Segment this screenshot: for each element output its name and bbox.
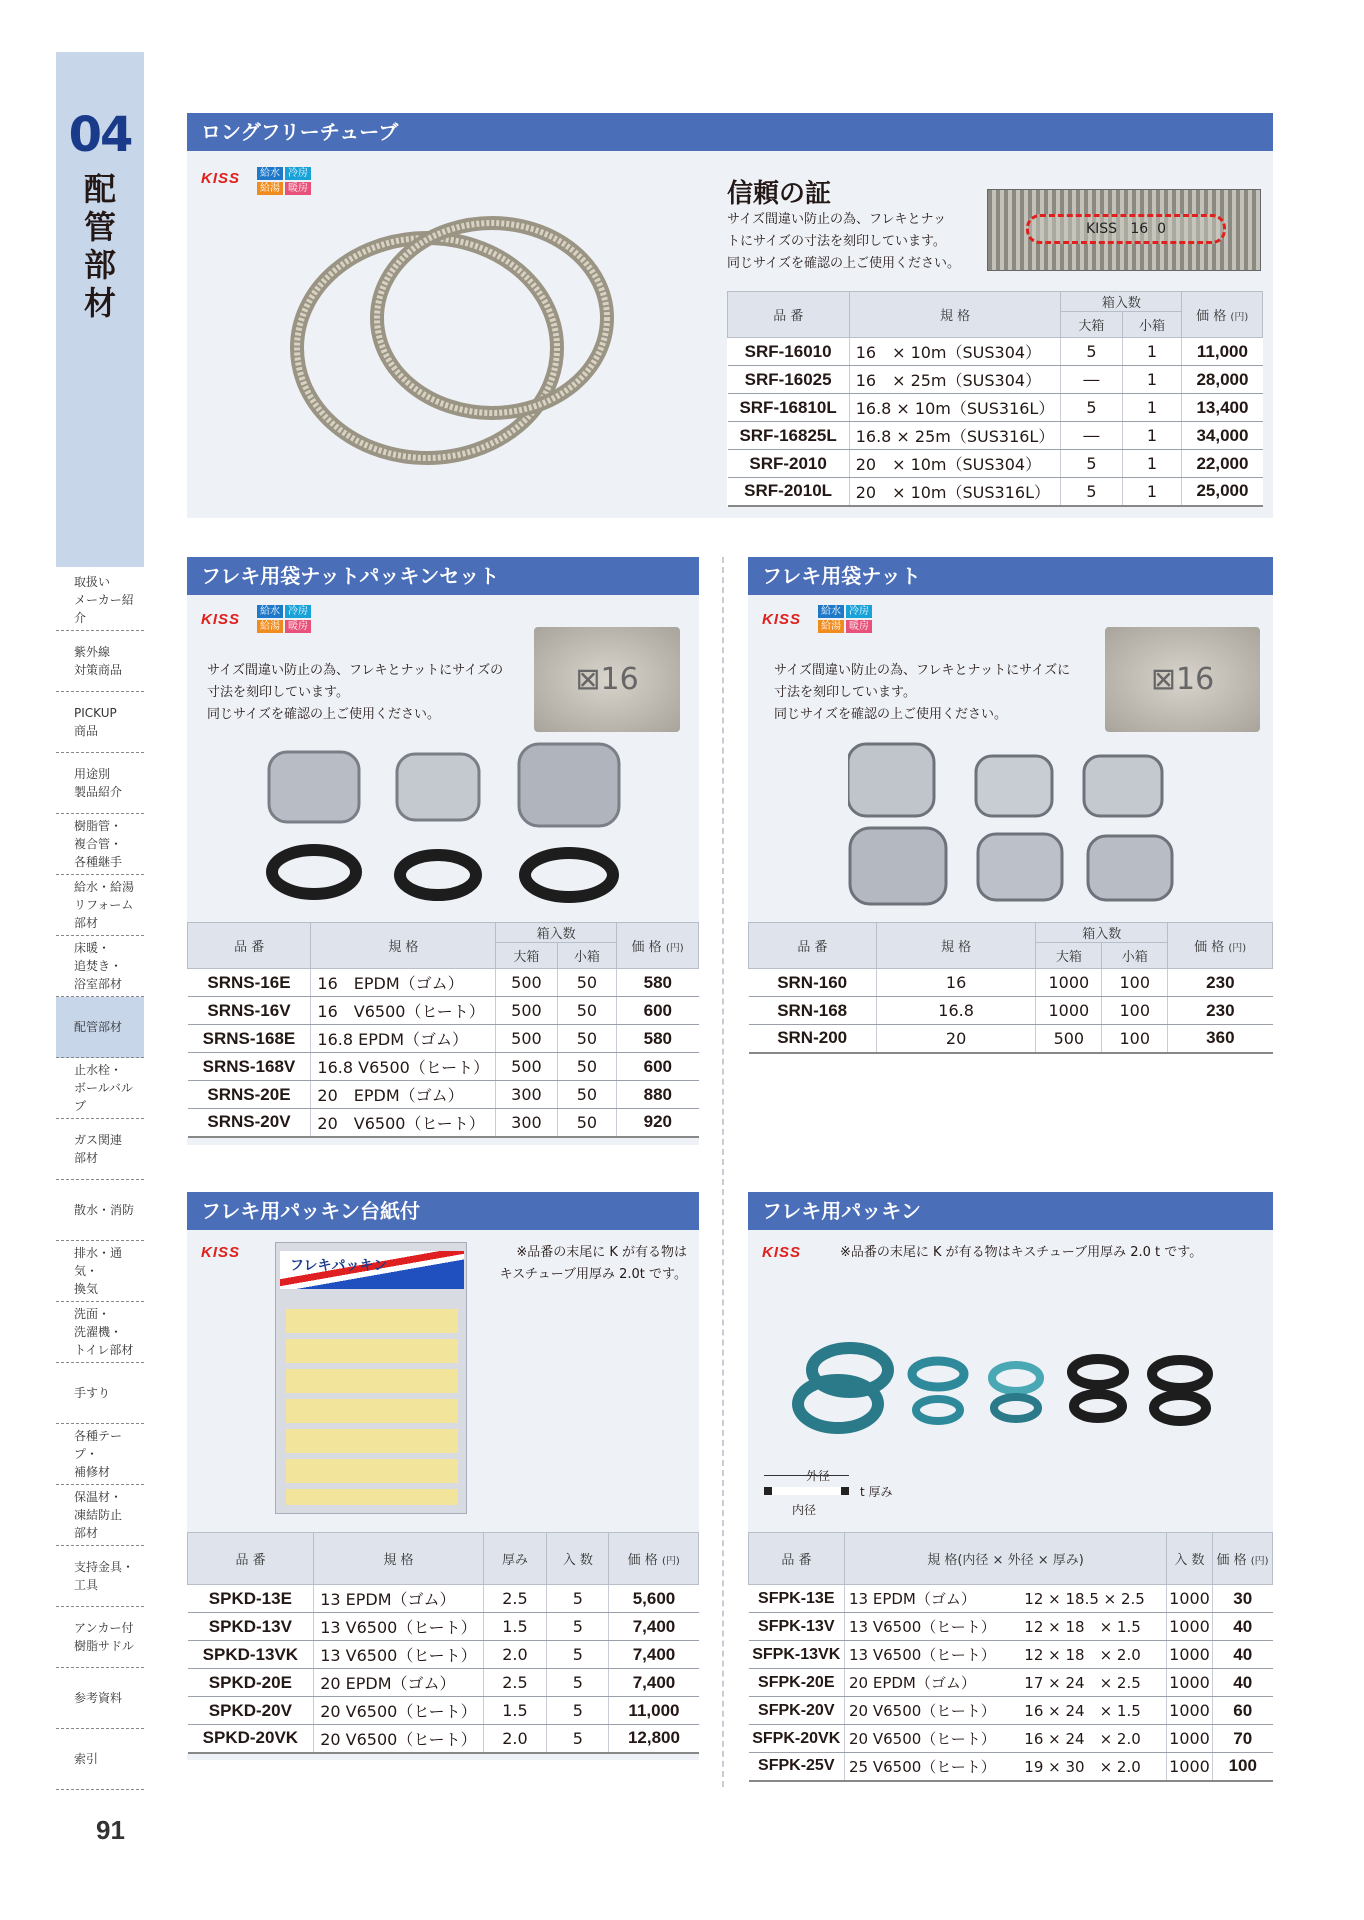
thickness: 2.0 [483,1725,547,1753]
small-box-qty: 1 [1122,366,1182,394]
dimensions: 12 × 18 × 1.5 [1020,1613,1166,1641]
product-code: SPKD-13E [188,1585,314,1613]
product-spec: 20 × 10m（SUS316L） [849,478,1061,506]
table-row [749,1641,1273,1669]
large-box-qty: 500 [496,1053,558,1081]
thickness: 2.5 [483,1585,547,1613]
note [487,1242,687,1286]
quantity: 5 [547,1613,609,1641]
product-code: SPKD-20VK [188,1725,314,1753]
product-code: SFPK-20VK [749,1725,845,1753]
description-line: 同じサイズを確認の上ご使用ください。 [774,707,1007,722]
thickness: 2.5 [483,1669,547,1697]
large-box-qty: 500 [496,1025,558,1053]
large-box-qty: 300 [496,1081,558,1109]
large-box-qty: ― [1061,422,1122,450]
section-title: ロングフリーチューブ [187,113,1273,151]
product-code: SRNS-16V [188,997,311,1025]
table-row [188,1053,699,1081]
description [207,660,503,726]
description-line: サイズ間違い防止の為、フレキとナットにサイズに [774,663,1071,678]
price: 7,400 [609,1613,699,1641]
price: 11,000 [609,1697,699,1725]
small-box-qty: 100 [1102,969,1168,997]
dimensions: 12 × 18.5 × 2.5 [1020,1585,1166,1613]
table-row [188,1669,699,1697]
section-flex-nut [748,557,1273,1048]
table-row [749,1585,1273,1613]
product-spec: 16 × 10m（SUS304） [849,338,1061,366]
page-number: 91 [96,1815,125,1845]
description-line: サイズ間違い防止の為、フレキとナットにサイズの [207,663,504,678]
large-box-qty: 1000 [1036,969,1102,997]
proof-line: サイズ間違い防止の為、フレキとナッ [727,212,947,227]
col-price: 価 格 (円) [617,923,699,969]
thickness: 1.5 [483,1613,547,1641]
col-code: 品 番 [188,923,311,969]
price: 40 [1213,1669,1273,1697]
sidebar-item[interactable]: 止水栓・ ボールバルブ [56,1058,144,1119]
small-box-qty: 50 [557,997,616,1025]
table-row [188,969,699,997]
table-row [188,1025,699,1053]
outer-dim-line [764,1475,849,1476]
price: 920 [617,1109,699,1137]
dimensions: 17 × 24 × 2.5 [1020,1669,1166,1697]
sidebar-item[interactable]: 排水・通気・ 換気 [56,1241,144,1302]
packing-card-photo [275,1242,467,1514]
quantity: 5 [547,1641,609,1669]
product-spec: 20 V6500（ヒート） [311,1109,496,1137]
spec-table [187,922,699,1138]
product-spec: 20 EPDM（ゴム） [311,1081,496,1109]
badge-reibo: 冷房 [846,605,872,618]
col-large: 大箱 [496,943,558,969]
badge-kyuto: 給湯 [818,620,844,633]
product-spec: 13 V6500（ヒート） [314,1613,483,1641]
product-code: SRNS-168V [188,1053,311,1081]
col-thick: 厚み [483,1533,547,1585]
large-box-qty: 500 [1036,1025,1102,1053]
packings-photo [788,1322,1228,1442]
price: 60 [1213,1697,1273,1725]
small-box-qty: 50 [557,1053,616,1081]
product-spec: 16.8 × 25m（SUS316L） [849,422,1061,450]
product-code: SRN-168 [749,997,877,1025]
table-row [188,1725,699,1753]
sidebar-item[interactable]: 保温材・ 凍結防止 部材 [56,1485,144,1546]
thickness-label: t 厚み [860,1485,893,1499]
table-row [728,478,1263,506]
price: 13,400 [1182,394,1263,422]
proof-line: トにサイズの寸法を刻印しています。 [727,234,946,249]
col-spec: 規 格 [311,923,496,969]
col-small: 小箱 [557,943,616,969]
table-row [728,366,1263,394]
product-code: SFPK-13E [749,1585,845,1613]
quantity: 1000 [1167,1697,1213,1725]
section-title: フレキ用パッキン台紙付 [187,1192,699,1230]
table-row [749,969,1273,997]
table-row [749,1697,1273,1725]
large-box-qty: 5 [1061,338,1122,366]
product-code: SRF-16025 [728,366,850,394]
sidebar-nav [56,570,144,1790]
spec-table [187,1532,699,1754]
description-line: 同じサイズを確認の上ご使用ください。 [207,707,440,722]
product-code: SRF-16010 [728,338,850,366]
price: 360 [1168,1025,1273,1053]
large-box-qty: 5 [1061,450,1122,478]
quantity: 5 [547,1725,609,1753]
sidebar-item[interactable]: 手すり [56,1363,144,1424]
section-title: フレキ用パッキン [748,1192,1273,1230]
quantity: 1000 [1167,1641,1213,1669]
col-large: 大箱 [1036,943,1102,969]
price: 100 [1213,1753,1273,1781]
stamp-closeup-photo [987,189,1261,271]
sidebar-item[interactable]: 紫外線 対策商品 [56,631,144,692]
small-box-qty: 100 [1102,997,1168,1025]
table-row [728,338,1263,366]
brand-logo: KISS [201,1244,241,1261]
table-row [188,1697,699,1725]
large-box-qty: 500 [496,969,558,997]
quantity: 1000 [1167,1613,1213,1641]
col-box: 箱入数 [496,923,617,943]
table-row [749,1753,1273,1781]
quantity: 1000 [1167,1669,1213,1697]
price: 25,000 [1182,478,1263,506]
nuts-and-packings-photo [257,742,677,912]
product-code: SPKD-20V [188,1697,314,1725]
price: 230 [1168,997,1273,1025]
sidebar-item[interactable]: 洗面・ 洗濯機・ トイレ部材 [56,1302,144,1363]
proof-title: 信頼の証 [727,179,832,209]
price: 34,000 [1182,422,1263,450]
col-code: 品 番 [749,1533,845,1585]
sidebar-item[interactable]: 樹脂管・ 複合管・ 各種継手 [56,814,144,875]
outer-dia-label: 外径 [806,1469,831,1483]
col-price: 価 格 (円) [1182,292,1263,338]
table-row [188,1585,699,1613]
small-box-qty: 1 [1122,422,1182,450]
coiled-tube-photo [277,188,617,478]
col-box: 箱入数 [1061,292,1182,312]
table-row [188,1613,699,1641]
column-divider [722,557,724,1787]
large-box-qty: 5 [1061,394,1122,422]
table-row [749,997,1273,1025]
brand-logo: KISS [201,611,241,628]
sidebar-item[interactable]: 配管部材 [56,997,144,1058]
product-spec: 16.8 V6500（ヒート） [311,1053,496,1081]
product-code: SRF-16825L [728,422,850,450]
sidebar-item[interactable]: ガス関連 部材 [56,1119,144,1180]
section-title: フレキ用袋ナットパッキンセット [187,557,699,595]
product-spec: 16.8 × 10m（SUS316L） [849,394,1061,422]
price: 40 [1213,1613,1273,1641]
badge-kyuto: 給湯 [257,620,283,633]
section-nut-packing-set [187,557,699,1145]
badge-kyusui: 給水 [257,605,283,618]
product-code: SPKD-13VK [188,1641,314,1669]
sidebar-item[interactable]: 索引 [56,1729,144,1790]
badge-kyuto: 給湯 [257,182,283,195]
card-packings [286,1309,458,1505]
product-spec: 13 V6500（ヒート） [845,1613,1021,1641]
sidebar-item[interactable]: 取扱い メーカー紹介 [56,570,144,631]
product-code: SRF-2010 [728,450,850,478]
chapter-number: 04 [68,107,132,163]
large-box-qty: 300 [496,1109,558,1137]
product-code: SRF-2010L [728,478,850,506]
badge-reibo: 冷房 [285,167,311,180]
product-spec: 20 V6500（ヒート） [314,1697,483,1725]
sidebar-item[interactable]: 各種テープ・ 補修材 [56,1424,144,1485]
small-box-qty: 50 [557,1081,616,1109]
table-row [749,1725,1273,1753]
nut-stamp-photo: ⊠16 [534,627,680,732]
packing-section [764,1487,849,1495]
product-spec: 16 × 25m（SUS304） [849,366,1061,394]
badge-kyusui: 給水 [818,605,844,618]
usage-badges [257,605,311,633]
sidebar-item[interactable]: 用途別 製品紹介 [56,753,144,814]
section-flex-packing [748,1192,1273,1782]
small-box-qty: 50 [557,969,616,997]
price: 580 [617,969,699,997]
badge-danbo: 暖房 [846,620,872,633]
dimensions: 16 × 24 × 2.0 [1020,1725,1166,1753]
chapter-tab [56,52,144,567]
small-box-qty: 1 [1122,394,1182,422]
badge-reibo: 冷房 [285,605,311,618]
product-spec: 16.8 [876,997,1036,1025]
price: 12,800 [609,1725,699,1753]
product-spec: 16.8 EPDM（ゴム） [311,1025,496,1053]
small-box-qty: 1 [1122,338,1182,366]
product-spec: 16 [876,969,1036,997]
col-code: 品 番 [749,923,877,969]
product-spec: 13 V6500（ヒート） [845,1641,1021,1669]
proof-line: 同じサイズを確認の上ご使用ください。 [727,256,960,271]
col-qty: 入 数 [1167,1533,1213,1585]
usage-badges [818,605,872,633]
large-box-qty: 5 [1061,478,1122,506]
col-small: 小箱 [1102,943,1168,969]
note: ※品番の末尾に K が有る物はキスチューブ用厚み 2.0 t です。 [840,1245,1203,1260]
product-code: SFPK-13VK [749,1641,845,1669]
price: 600 [617,997,699,1025]
table-row [188,997,699,1025]
col-box: 箱入数 [1036,923,1168,943]
price: 7,400 [609,1641,699,1669]
product-spec: 20 [876,1025,1036,1053]
section-long-free-tube [187,113,1273,518]
sidebar-item[interactable]: アンカー付 樹脂サドル [56,1607,144,1668]
brand-logo: KISS [201,170,241,187]
product-code: SFPK-20E [749,1669,845,1697]
product-spec: 20 V6500（ヒート） [845,1697,1021,1725]
product-code: SRF-16810L [728,394,850,422]
product-spec: 25 V6500（ヒート） [845,1753,1021,1781]
quantity: 1000 [1167,1725,1213,1753]
product-code: SRN-160 [749,969,877,997]
card-label: フレキパッキン [280,1251,464,1289]
dimensions: 19 × 30 × 2.0 [1020,1753,1166,1781]
price: 22,000 [1182,450,1263,478]
col-price: 価 格 (円) [1168,923,1273,969]
dimension-diagram [764,1467,914,1517]
price: 5,600 [609,1585,699,1613]
quantity: 5 [547,1585,609,1613]
small-box-qty: 1 [1122,478,1182,506]
nut-stamp-photo: ⊠16 [1105,627,1260,732]
col-spec: 規 格 [314,1533,483,1585]
dimensions: 12 × 18 × 2.0 [1020,1641,1166,1669]
description-line: 寸法を刻印しています。 [774,685,916,700]
table-row [749,1669,1273,1697]
spec-table [727,291,1263,507]
chapter-title: 配管部材 [83,170,116,322]
large-box-qty: 1000 [1036,997,1102,1025]
large-box-qty: ― [1061,366,1122,394]
col-price: 価 格 (円) [1213,1533,1273,1585]
large-box-qty: 500 [496,997,558,1025]
quantity: 1000 [1167,1585,1213,1613]
nuts-photo [848,742,1188,912]
product-code: SRNS-16E [188,969,311,997]
proof-text [727,209,960,275]
price: 40 [1213,1641,1273,1669]
table-row [749,1025,1273,1053]
product-code: SFPK-13V [749,1613,845,1641]
sidebar-item[interactable]: 支持金具・ 工具 [56,1546,144,1607]
table-row [188,1081,699,1109]
quantity: 1000 [1167,1753,1213,1781]
note-line: ※品番の末尾に K が有る物は [516,1245,687,1260]
table-row [188,1641,699,1669]
spec-table [748,922,1273,1054]
col-large: 大箱 [1061,312,1122,338]
product-code: SRNS-20V [188,1109,311,1137]
badge-danbo: 暖房 [285,182,311,195]
product-spec: 16 V6500（ヒート） [311,997,496,1025]
col-qty: 入 数 [547,1533,609,1585]
dimensions: 16 × 24 × 1.5 [1020,1697,1166,1725]
product-code: SRN-200 [749,1025,877,1053]
price: 7,400 [609,1669,699,1697]
product-spec: 20 EPDM（ゴム） [845,1669,1021,1697]
product-spec: 20 V6500（ヒート） [314,1725,483,1753]
sidebar-item[interactable]: 参考資料 [56,1668,144,1729]
price: 28,000 [1182,366,1263,394]
small-box-qty: 50 [557,1109,616,1137]
product-spec: 20 EPDM（ゴム） [314,1669,483,1697]
quantity: 5 [547,1669,609,1697]
sidebar-item[interactable]: PICKUP 商品 [56,692,144,753]
thickness: 2.0 [483,1641,547,1669]
price: 230 [1168,969,1273,997]
col-price: 価 格 (円) [609,1533,699,1585]
table-row [728,422,1263,450]
product-code: SRNS-168E [188,1025,311,1053]
col-spec: 規 格 [876,923,1036,969]
description [774,660,1070,726]
badge-danbo: 暖房 [285,620,311,633]
inner-dia-label: 内径 [792,1503,817,1517]
product-spec: 13 V6500（ヒート） [314,1641,483,1669]
thickness: 1.5 [483,1697,547,1725]
small-box-qty: 50 [557,1025,616,1053]
product-spec: 20 × 10m（SUS304） [849,450,1061,478]
small-box-qty: 100 [1102,1025,1168,1053]
brand-logo: KISS [762,1244,802,1261]
small-box-qty: 1 [1122,450,1182,478]
product-code: SPKD-20E [188,1669,314,1697]
section-title: フレキ用袋ナット [748,557,1273,595]
col-small: 小箱 [1122,312,1182,338]
product-code: SPKD-13V [188,1613,314,1641]
sidebar-item[interactable]: 散水・消防 [56,1180,144,1241]
product-spec: 16 EPDM（ゴム） [311,969,496,997]
price: 880 [617,1081,699,1109]
sidebar-item[interactable]: 給水・給湯 リフォーム 部材 [56,875,144,936]
product-spec: 13 EPDM（ゴム） [314,1585,483,1613]
product-code: SFPK-25V [749,1753,845,1781]
note-line: キスチューブ用厚み 2.0t です。 [499,1267,687,1282]
col-spec: 規 格 [849,292,1061,338]
product-spec: 13 EPDM（ゴム） [845,1585,1021,1613]
quantity: 5 [547,1697,609,1725]
price: 11,000 [1182,338,1263,366]
table-row [728,450,1263,478]
description-line: 寸法を刻印しています。 [207,685,349,700]
brand-logo: KISS [762,611,802,628]
product-code: SRNS-20E [188,1081,311,1109]
sidebar-item[interactable]: 床暖・ 追焚き・ 浴室部材 [56,936,144,997]
product-spec: 20 V6500（ヒート） [845,1725,1021,1753]
col-code: 品 番 [728,292,850,338]
price: 580 [617,1025,699,1053]
col-code: 品 番 [188,1533,314,1585]
table-row [728,394,1263,422]
price: 70 [1213,1725,1273,1753]
product-code: SFPK-20V [749,1697,845,1725]
section-packing-card [187,1192,699,1760]
badge-kyusui: 給水 [257,167,283,180]
table-row [749,1613,1273,1641]
price: 30 [1213,1585,1273,1613]
spec-table [748,1532,1273,1782]
price: 600 [617,1053,699,1081]
col-spec-dims: 規 格(内径 × 外径 × 厚み) [845,1533,1167,1585]
stamp-text: KISS 16 0 [1026,214,1226,244]
table-row [188,1109,699,1137]
